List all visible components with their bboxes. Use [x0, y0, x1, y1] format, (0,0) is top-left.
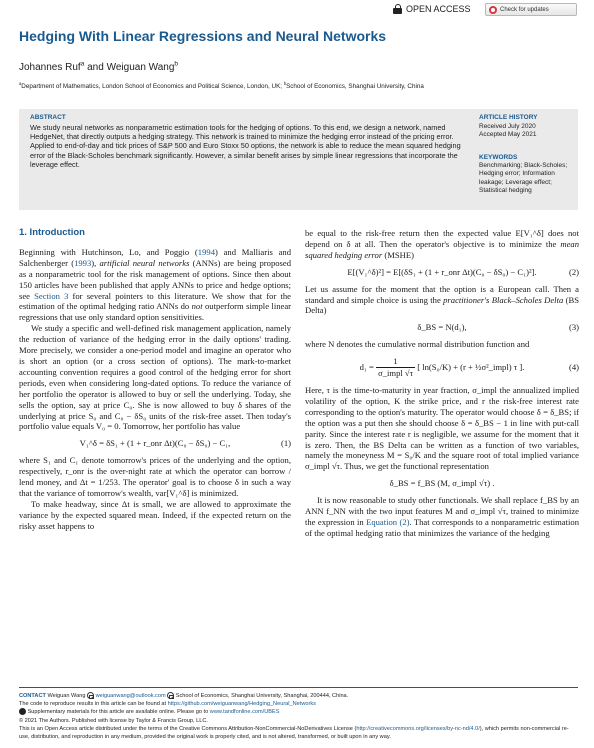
email-icon: [87, 692, 94, 699]
license-text-a: This is an Open Access article distributed under the terms of the Creative Commons Attribution-NonCommercial-NoDerivatives License (: [19, 725, 357, 732]
equation-1-body: V₁^δ = δS₁ + (1 + r_onr Δt)(C₀ − δS₀) − C₁,: [79, 438, 231, 449]
p1-text-b: ) and Malliaris and Salchenberger (: [19, 246, 291, 268]
right-column: [305, 228, 579, 539]
r-p2-text-b: (BS Delta): [305, 294, 579, 316]
author-wang-sup: b: [174, 60, 179, 68]
copyright-line: © 2021 The Authors. Published with license by Taylor & Francis Group, LLC.: [19, 717, 208, 724]
equation-1: [19, 438, 291, 449]
contact-name: Weiguan Wang: [47, 693, 86, 699]
equation-2: [305, 267, 579, 278]
r-p2-emphasis: practitioner's Black–Scholes Delta: [443, 294, 564, 305]
right-paragraph-5: [305, 495, 579, 539]
equation-5-body: δ_BS = f_BS (M, σ_impl √τ) .: [389, 478, 495, 489]
equation-4-frac-num: 1: [376, 356, 415, 368]
p1-emphasis: artificial neural networks: [99, 257, 190, 268]
citation-link-1993[interactable]: 1993: [74, 257, 92, 268]
contact-line: [19, 692, 579, 700]
affil-b: School of Economics, Shanghai University, China: [286, 83, 424, 90]
right-paragraph-4: Here, τ is the time-to-maturity in year fraction, σ_impl the annualized implied volatility of the option, K the strike price, and r the risk-free interest rate corresponding to the option's maturity. The operator would choose δ = δ_BS; if the option was a put then she should choose δ = δ_BS − 1 in line with put-call parity. Since the interest rate r is negligible, we assume for the moment that it is zero. Then, the BS Delta can be written as a function of two variables, namely the moneyness M = S₀/K and the square root of total implied variance σ_impl √τ. Thus, we get the functional representation: [305, 384, 579, 472]
r-p5-text-b: . That corresponds to a nonparametric estimation of the optimal hedging ratio that minimizes the variance of the hedging: [305, 516, 579, 538]
author-ruf[interactable]: Johannes Ruf: [19, 62, 81, 73]
p1-not: not: [191, 301, 203, 312]
intro-paragraph-4: To make headway, since Δt is small, we are allowed to approximate the variance by the expected squared mean. Indeed, if the expected return on the risky asset happens to: [19, 498, 291, 531]
footer-divider: [19, 687, 578, 688]
equation-1-number: (1): [280, 438, 291, 449]
history-heading: ARTICLE HISTORY: [479, 114, 538, 121]
equation-4: [305, 356, 579, 379]
supp-text: Supplementary materials for this article are available online. Please go to: [27, 709, 210, 716]
contact-email-link[interactable]: weiguanwang@outlook.com: [95, 693, 166, 699]
equation-3-number: (3): [568, 322, 579, 333]
left-column: [19, 228, 291, 532]
license-text-b: ), which permits non-commercial re-use, distribution, and reproduction in any medium, provided the original work is properly cited, and is not altered, transformed, or built upon in any way.: [19, 725, 569, 741]
open-lock-icon: [393, 4, 402, 14]
r-p5-text-a: It is now reasonable to study other functionals. We shall replace f_BS by an ANN f_NN with the two input features M and σ_impl √τ, trained to minimize the expression in: [305, 495, 579, 527]
open-access-badge: [393, 4, 471, 14]
abstract-heading: ABSTRACT: [30, 114, 66, 121]
author-and: and: [84, 62, 107, 73]
contact-address: School of Economics, Shanghai University, Shanghai, 200444, China.: [175, 693, 349, 699]
license-line: [19, 725, 579, 741]
affil-b-sup: b: [283, 80, 287, 86]
code-text: The code to reproduce results in this article can be found at: [19, 701, 168, 708]
r-p1-text-a: be equal to the risk-free return then the expected value E[V₁^δ] does not depend on δ at all. Then the operator's objective is to minimize the: [305, 228, 579, 249]
author-wang[interactable]: Weiguan Wang: [106, 62, 175, 73]
keywords-list: Benchmarking; Black-Scholes; Hedging error; Information leakage; Leverage effect; Statistical hedging: [479, 162, 568, 194]
intro-paragraph-1: [19, 247, 291, 323]
equation-4-number: (4): [568, 362, 579, 373]
code-line: [19, 700, 579, 708]
accepted-date: Accepted May 2021: [479, 131, 537, 139]
intro-paragraph-2: We study a specific and well-defined risk management application, namely the reduction of variance of the hedging error in the daily options' trading. More precisely, we consider a one-period model and imagine an operator who is short an option (or a cross section of options). The mark-to-market accounting convention requires a good control of the hedging error for short periods, even when considering long-dated options. To reduce the variance of her portfolio the operator is allowed to buy or sell the underlying. Today, she sells the option, say at price C₀. She is now allowed to buy δ shares of the underlying at price S₀ and C₀ − δS₀ units of the risk-free asset. Then today's portfolio value equals V₀ = 0. Tomorrow, her portfolio has value: [19, 323, 291, 432]
equation-4-fraction: [376, 356, 415, 379]
equation-4-lhs: d₁ =: [359, 362, 374, 373]
article-history: [479, 123, 536, 140]
r-p1-emphasis: mean squared hedging error: [305, 238, 579, 260]
right-paragraph-2: [305, 284, 579, 317]
right-paragraph-1: [305, 228, 579, 261]
r-p2-text-a: Let us assume for the moment that the option is a European call. Then a standard and simple choice is using the: [305, 283, 579, 305]
equation-2-body: E[(V₁^δ)²] = E[(δS₁ + (1 + r_onr Δt)(C₀ − δS₀) − C₁)²].: [347, 266, 537, 277]
keywords-heading: KEYWORDS: [479, 154, 518, 161]
citation-link-1994[interactable]: 1994: [197, 246, 215, 257]
affil-a-sup: a: [19, 80, 22, 86]
right-paragraph-3: where N denotes the cumulative normal distribution function and: [305, 339, 530, 350]
abstract-text: We study neural networks as nonparametric estimation tools for the hedging of options. To this end, we design a network, named HedgeNet, that directly outputs a hedging strategy. This network is trained to minimize the hedging error instead of the pricing error. Applied to end-of-day and tick prices of S&P 500 and Euro Stoxx 50 options, the network is able to reduce the mean squared hedging error of the Black-Scholes benchmark significantly. However, a similar benefit arises by simple linear regressions that incorporate the leverage effect.: [30, 123, 461, 169]
code-url-link[interactable]: https://github.com/weiguanwang/Hedging_Neural_Networks: [167, 701, 316, 708]
crossmark-icon: [489, 6, 497, 14]
supplementary-line: [19, 708, 579, 716]
supp-url-link[interactable]: www.tandfonline.com/UBES: [209, 709, 280, 716]
footer: [19, 692, 579, 741]
affil-a: Department of Mathematics, London School of Economics and Political Science, London, UK;: [21, 83, 284, 90]
author-list: [19, 62, 178, 73]
section-3-link[interactable]: Section 3: [34, 290, 69, 301]
equation-2-link[interactable]: Equation (2): [366, 516, 410, 527]
equation-5: [305, 478, 579, 489]
check-updates-label: Check for updates: [500, 6, 549, 13]
intro-paragraph-3: where S₁ and C₁ denote tomorrow's prices of the underlying and the option, respectively, r_onr is the over-night rate at which the operator can borrow / lend money, and Δt = 1/253. The operator' goal is to choose δ in such a way that the variance of tomorrow's wealth, var[V₁^δ] is minimized.: [19, 455, 291, 498]
section-heading-introduction: 1. Introduction: [19, 227, 85, 238]
check-for-updates-button[interactable]: [485, 3, 577, 16]
p1-text-a: Beginning with Hutchinson, Lo, and Poggio (: [19, 246, 198, 257]
received-date: Received July 2020: [479, 123, 536, 130]
open-access-label: OPEN ACCESS: [406, 4, 471, 14]
article-title: Hedging With Linear Regressions and Neural Networks: [19, 28, 387, 44]
equation-3-body: δ_BS = N(d₁),: [417, 322, 467, 333]
equation-4-frac-den: σ_impl √τ: [378, 368, 414, 379]
license-url-link[interactable]: http://creativecommons.org/licenses/by-nc-nd/4.0/: [356, 725, 480, 732]
p1-text-c: ),: [91, 257, 100, 268]
address-icon: [167, 692, 174, 699]
equation-2-number: (2): [568, 266, 579, 277]
abstract-box: [19, 109, 578, 210]
supplementary-icon: [19, 708, 26, 715]
p1-text-e: for several pointers to this literature. We show that for the estimation of the optimal hedging ratio ANNs do: [19, 290, 291, 312]
equation-3: [305, 322, 579, 333]
r-p1-text-b: (MSHE): [382, 249, 414, 260]
p1-text-d: (ANNs) are being proposed as a nonparametric tool for the risk management of options. Since then about 150 articles have been published that apply ANNs to price and hedge options; see: [19, 257, 291, 301]
contact-label: CONTACT: [19, 693, 46, 699]
equation-4-rhs: [ ln(S₀/K) + (r + ½σ²_impl) τ ].: [417, 362, 525, 373]
affiliations: [19, 80, 424, 90]
author-ruf-sup: a: [80, 60, 85, 68]
p1-text-f: outperform simple linear regressions that use only standard option sensitivities.: [19, 301, 291, 323]
